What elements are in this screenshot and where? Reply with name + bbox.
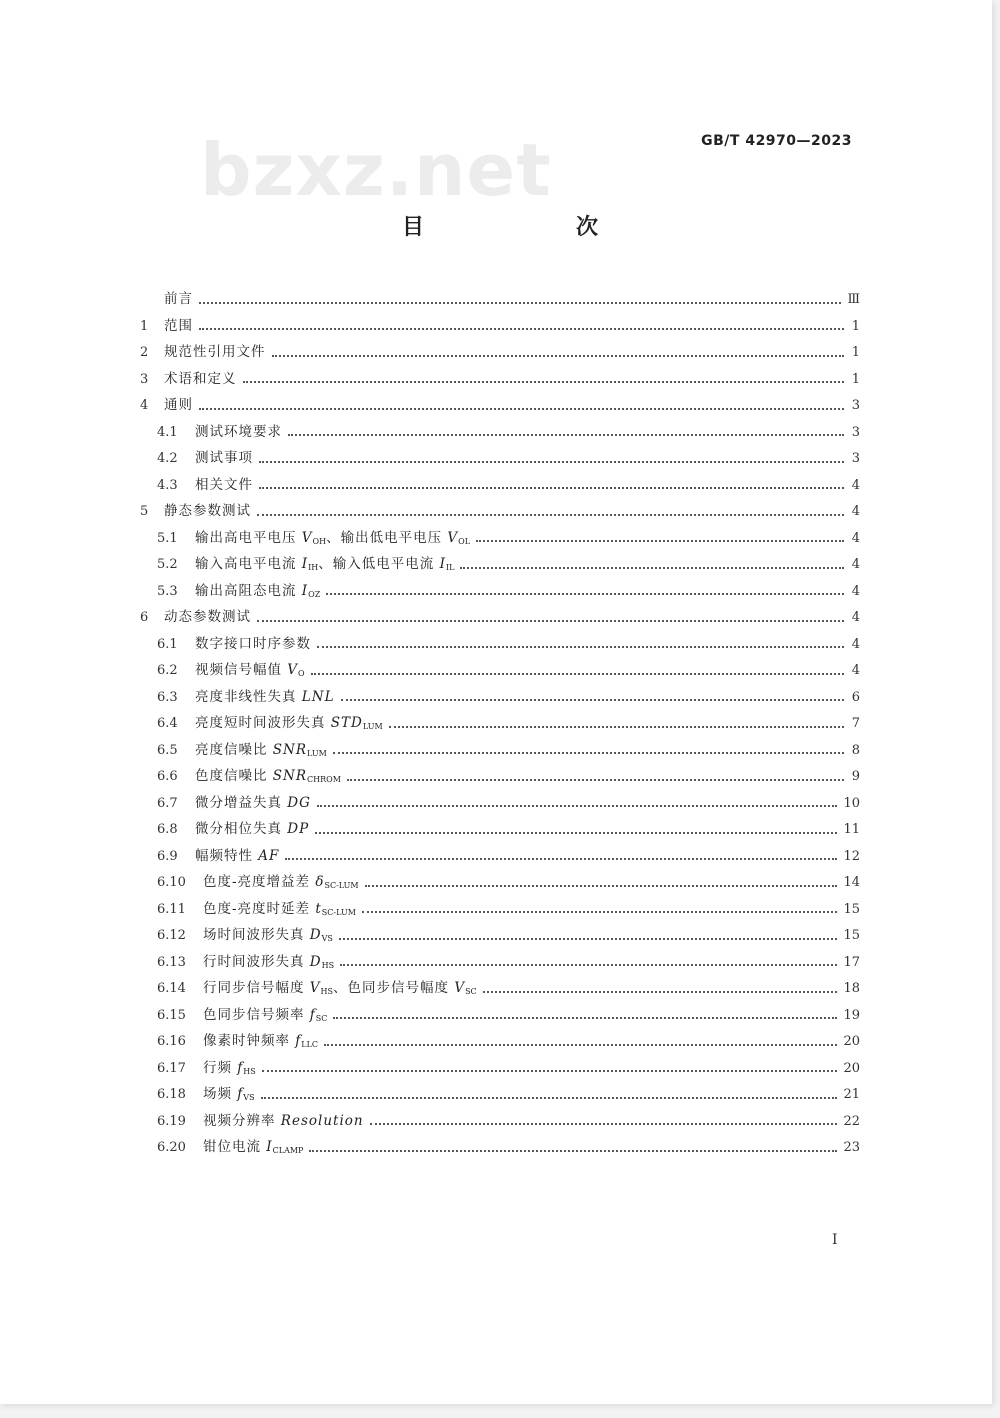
toc-entry[interactable] [140,763,860,790]
toc-entry-text: 场时间波形失真 [203,927,310,943]
toc-entry-subscript: HS [320,987,334,996]
toc-entry-text: 相关文件 [195,476,253,493]
toc-entry-symbol-2: V [447,529,459,546]
toc-entry-page: 20 [843,1034,860,1049]
toc-entry-number: 4.1 [157,424,178,440]
toc-entry[interactable] [140,843,860,870]
toc-entry-page: 21 [843,1087,860,1102]
toc-entry-title [195,684,335,711]
toc-entry-page: 7 [851,716,860,731]
toc-entry-number: 4.3 [157,477,178,493]
toc-entry-page: 4 [851,583,860,599]
toc-entry-number: 6.7 [157,795,178,811]
toc-entry-number: 6.11 [157,901,186,917]
toc-entry-subscript: OZ [308,589,321,599]
toc-entry[interactable] [140,313,860,340]
toc-entry-text-2: 、输出低电平电压 [326,529,448,546]
toc-entry-number: 6.3 [157,689,178,705]
toc-entry[interactable] [140,1028,860,1055]
dot-leader [340,963,837,966]
toc-entry-subscript: CLAMP [272,1146,304,1155]
toc-entry-text: 视频分辨率 [203,1112,281,1129]
toc-entry-text: 前言 [164,291,193,307]
toc-entry-page: 4 [851,504,860,519]
dot-leader [339,937,838,940]
toc-entry-text: 幅频特性 [195,847,259,864]
dot-leader [370,1122,838,1125]
toc-entry-text: 场频 [203,1086,238,1102]
toc-entry[interactable] [140,525,860,552]
toc-entry-symbol: AF [258,847,280,864]
dot-leader [483,990,838,993]
toc-entry-number: 6.9 [157,848,178,864]
toc-entry-page: 17 [843,954,860,970]
toc-entry-page: 4 [851,636,860,652]
toc-entry-page: 4 [851,557,860,572]
toc-entry-subscript: IH [308,563,319,572]
toc-entry-number: 6.14 [157,981,186,996]
toc-entry-text-2: 、色同步信号幅度 [333,980,455,996]
toc-entry[interactable] [140,790,860,817]
toc-entry-symbol: f [237,1059,244,1076]
toc-entry-number: 4.2 [157,451,178,466]
standard-number: GB/T 42970—2023 [701,133,852,149]
toc-entry[interactable] [140,498,860,525]
toc-entry-number: 5.2 [157,557,178,572]
toc-entry-page: 10 [843,795,860,811]
dot-leader [199,301,841,304]
toc-entry-page: 12 [843,848,860,864]
toc-entry-title [164,498,251,525]
toc-entry-page: 20 [843,1060,860,1076]
toc-entry[interactable] [140,339,860,366]
toc-entry-page: 19 [843,1007,860,1023]
toc-entry-title [195,816,309,843]
toc-entry[interactable] [140,1134,860,1161]
toc-entry-subscript: VS [321,934,333,943]
toc-entry-title [164,313,193,340]
toc-entry-page: 23 [843,1140,860,1155]
toc-entry-page: 1 [851,371,860,387]
dot-leader [460,566,844,569]
toc-entry[interactable] [140,869,860,896]
toc-entry-symbol: t [315,900,322,917]
toc-entry-text: 亮度信噪比 [195,741,273,758]
toc-entry-text: 色度信噪比 [195,768,273,784]
toc-entry-number: 6.5 [157,742,178,758]
toc-entry-subscript-2: IL [445,563,455,572]
toc-entry-number: 6.16 [157,1034,186,1049]
toc-entry[interactable] [140,551,860,578]
toc-entry-text: 微分相位失真 [195,821,288,837]
toc-entry-text: 亮度非线性失真 [195,688,302,705]
toc-entry[interactable] [140,1108,860,1135]
toc-entry-symbol: DP [287,821,310,837]
toc-entry-symbol: f [295,1033,302,1049]
toc-entry-symbol-2: I [439,556,446,572]
toc-entry-symbol-2: V [454,980,466,996]
toc-entry-page: 4 [851,610,860,625]
toc-entry[interactable] [140,366,860,393]
dot-leader [347,778,844,781]
toc-entry-title [195,419,282,446]
toc-entry-title [164,286,193,313]
toc-entry-subscript: SC-LUM [321,907,356,917]
toc-entry[interactable] [140,1055,860,1082]
toc-entry-symbol: V [301,529,313,546]
dot-leader [199,407,844,410]
toc-entry-text: 像素时钟频率 [203,1033,296,1049]
toc-entry[interactable] [140,1002,860,1029]
toc-entry[interactable] [140,949,860,976]
toc-entry[interactable] [140,1081,860,1108]
toc-entry-number: 5 [140,504,149,519]
toc-entry-number: 6.19 [157,1113,186,1129]
toc-entry-text: 行时间波形失真 [203,953,310,970]
toc-entry-subscript: LUM [307,748,327,758]
dot-leader [362,910,838,913]
toc-entry[interactable] [140,631,860,658]
toc-entry-page: 18 [843,981,860,996]
toc-entry-symbol: SNR [272,741,308,758]
toc-entry-page: 4 [851,663,860,678]
dot-leader [288,433,844,436]
toc-entry-page: 3 [851,398,860,413]
toc-entry-symbol: f [309,1006,316,1023]
toc-entry-number: 1 [140,318,149,334]
toc-entry-title [164,339,266,366]
toc-entry-number: 6.8 [157,822,178,837]
toc-entry-symbol: D [309,953,322,970]
toc-entry-symbol: SNR [272,768,308,784]
toc-entry-number: 5.1 [157,530,178,546]
dot-leader [262,1069,838,1072]
dot-leader [309,1149,837,1152]
toc-entry-subscript: VS [243,1093,255,1102]
dot-leader [317,804,838,807]
toc-entry-symbol: DG [287,794,311,811]
toc-entry-text: 测试事项 [195,450,253,466]
toc-entry-symbol: LNL [301,688,335,705]
dot-leader [259,486,844,489]
toc-entry-page: 8 [851,742,860,758]
toc-entry-symbol: V [309,980,321,996]
toc-entry-title [195,843,279,870]
toc-entry-subscript: CHROM [307,775,341,784]
dot-leader [476,539,844,542]
toc-entry-text: 输入高电平电流 [195,556,302,572]
dot-leader [257,513,844,516]
toc-entry-title [164,604,251,631]
dot-leader [243,380,845,383]
toc-entry-symbol: STD [330,715,363,731]
toc-entry[interactable] [140,578,860,605]
toc-entry-text: 输出高电平电压 [195,529,302,546]
toc-entry-text: 色度-亮度时延差 [203,900,316,917]
dot-leader [333,1016,837,1019]
dot-leader [199,327,844,330]
toc-entry-symbol: I [301,582,309,599]
toc-entry-subscript: OH [312,536,327,546]
toc-entry-text-2: 、输入低电平电流 [318,556,440,572]
toc-entry[interactable] [140,392,860,419]
toc-entry-page: 15 [843,901,860,917]
dot-leader [259,460,844,463]
toc-entry[interactable] [140,896,860,923]
toc-entry-number: 6.2 [157,663,178,678]
toc-entry-page: 11 [843,822,860,837]
dot-leader [317,645,844,648]
toc-entry[interactable] [140,604,860,631]
toc-entry-title [195,631,311,658]
toc-entry-text: 规范性引用文件 [164,344,266,360]
toc-entry-page: 14 [843,875,860,890]
toc-entry-text: 测试环境要求 [195,423,282,440]
toc-entry[interactable] [140,286,860,313]
toc-entry-title [164,392,193,419]
toc-entry-text: 数字接口时序参数 [195,635,311,652]
toc-entry-subscript-2: SC [465,987,477,996]
dot-leader [311,672,844,675]
table-of-contents [140,286,860,1161]
page-number: I [832,1232,838,1248]
toc-entry-page: 15 [843,928,860,943]
toc-entry-number: 4 [140,398,149,413]
toc-entry-subscript: O [298,669,305,678]
toc-entry-title [195,445,253,472]
toc-entry-text: 术语和定义 [164,370,237,387]
dot-leader [326,592,844,595]
toc-entry-text: 通则 [164,397,193,413]
page-title: 目 次 [401,215,634,240]
toc-entry-page: 3 [851,424,860,440]
dot-leader [272,354,845,357]
dot-leader [324,1043,837,1046]
toc-entry-subscript: LLC [301,1040,319,1049]
toc-entry-text: 色度-亮度增益差 [203,874,316,890]
toc-entry-number: 6.17 [157,1060,186,1076]
toc-entry-text: 视频信号幅值 [195,662,288,678]
toc-entry-symbol: δ [315,874,325,890]
toc-entry-symbol: V [287,662,299,678]
toc-entry-symbol: D [309,927,322,943]
toc-entry-number: 5.3 [157,583,178,599]
toc-entry-page: Ⅲ [847,292,860,307]
toc-entry-subscript: SC [315,1013,328,1023]
toc-entry[interactable] [140,710,860,737]
toc-entry-title [195,790,311,817]
toc-entry-text: 行频 [203,1059,238,1076]
toc-entry-title [203,1134,303,1165]
toc-entry[interactable] [140,472,860,499]
toc-entry-page: 4 [851,477,860,493]
toc-entry-text: 静态参数测试 [164,503,251,519]
toc-entry-page: 6 [851,689,860,705]
dot-leader [285,857,837,860]
toc-entry[interactable] [140,922,860,949]
toc-entry-subscript: HS [243,1066,256,1076]
toc-entry-number: 2 [140,345,149,360]
toc-entry-text: 钳位电流 [203,1139,267,1155]
toc-entry-page: 9 [851,769,860,784]
toc-entry-page: 1 [851,345,860,360]
toc-entry-text: 色同步信号频率 [203,1006,310,1023]
toc-entry-symbol: I [266,1139,273,1155]
toc-entry-number: 6.15 [157,1007,186,1023]
dot-leader [315,831,837,834]
toc-entry-number: 6.6 [157,769,178,784]
toc-entry-number: 6.20 [157,1140,186,1155]
toc-entry-page: 22 [843,1113,860,1129]
toc-entry-text: 范围 [164,317,193,334]
dot-leader [333,751,844,754]
toc-entry[interactable] [140,816,860,843]
toc-entry-subscript: LUM [362,722,383,731]
toc-entry[interactable] [140,657,860,684]
toc-entry-subscript: HS [321,960,335,970]
toc-entry[interactable] [140,975,860,1002]
dot-leader [365,884,838,887]
toc-entry-number: 6.13 [157,954,186,970]
toc-entry-page: 3 [851,451,860,466]
toc-entry-title [164,366,237,393]
toc-entry-number: 3 [140,371,149,387]
dot-leader [261,1096,838,1099]
dot-leader [257,619,844,622]
toc-entry-number: 6.4 [157,716,178,731]
toc-entry-text: 行同步信号幅度 [203,980,310,996]
toc-entry-symbol: I [301,556,309,572]
toc-entry[interactable] [140,445,860,472]
toc-entry-subscript-2: OL [458,536,471,546]
toc-entry-text: 微分增益失真 [195,794,288,811]
watermark: bzxz.net [200,128,552,212]
dot-leader [389,725,844,728]
toc-entry-subscript: SC-LUM [324,881,359,890]
toc-entry-number: 6.10 [157,875,186,890]
toc-entry-page: 4 [851,530,860,546]
toc-entry-symbol: Resolution [280,1112,364,1129]
dot-leader [341,698,844,701]
toc-entry-number: 6.12 [157,928,186,943]
toc-entry-text: 亮度短时间波形失真 [195,715,331,731]
toc-entry-text: 输出高阻态电流 [195,582,302,599]
toc-entry[interactable] [140,684,860,711]
toc-entry-number: 6 [140,610,149,625]
toc-entry-page: 1 [851,318,860,334]
toc-entry-text: 动态参数测试 [164,609,251,625]
toc-entry-number: 6.1 [157,636,178,652]
toc-entry-symbol: f [237,1086,244,1102]
toc-entry[interactable] [140,419,860,446]
toc-entry[interactable] [140,737,860,764]
toc-entry-number: 6.18 [157,1087,186,1102]
toc-entry-title [203,1108,364,1135]
toc-entry-title [195,472,253,499]
